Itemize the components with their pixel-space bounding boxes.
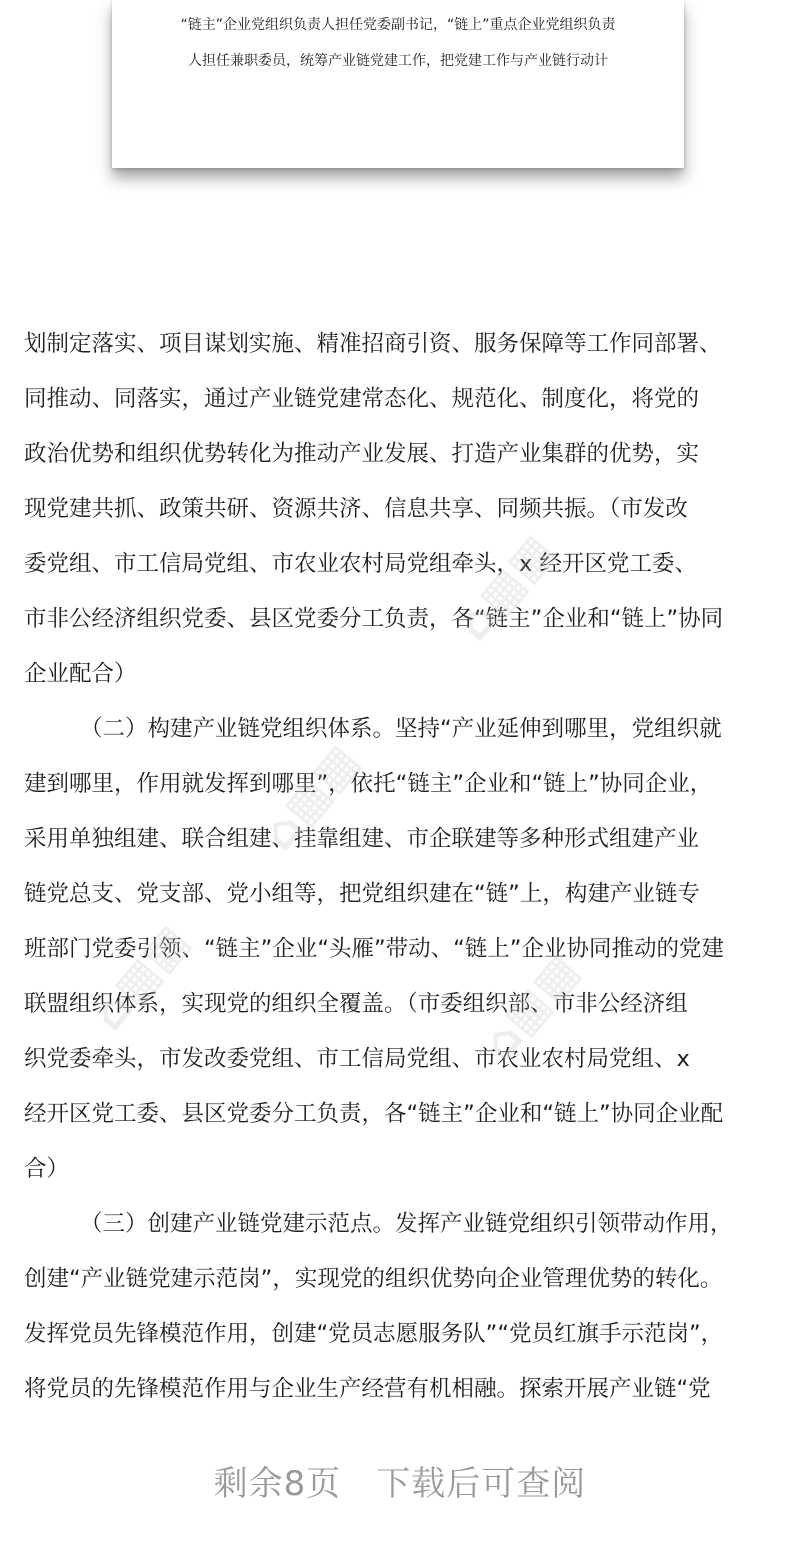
body-line: 发挥党员先锋模范作用，创建“党员志愿服务队”“党员红旗手示范岗”， — [24, 1321, 724, 1347]
body-line: 班部门党委引领、“链主”企业“头雁”带动、“链上”企业协同推动的党建 — [24, 936, 724, 962]
section-heading-line: （三）创建产业链党建示范点。发挥产业链党组织引领带动作用， — [80, 1211, 733, 1237]
preview-line-2: 人担任兼职委员，统筹产业链党建工作，把党建工作与产业链行动计 — [188, 53, 608, 69]
body-line: 联盟组织体系，实现党的组织全覆盖。（市委组织部、市非公经济组 — [24, 991, 688, 1017]
body-line: 委党组、市工信局党组、市农业农村局党组牵头，x 经开区党工委、 — [24, 551, 697, 577]
body-line: 织党委牵头，市发改委党组、市工信局党组、市农业农村局党组、x — [24, 1046, 690, 1072]
body-line: 同推动、同落实，通过产业链党建常态化、规范化、制度化，将党的 — [24, 386, 700, 412]
body-line: 创建“产业链党建示范岗”，实现党的组织优势向企业管理优势的转化。 — [24, 1266, 723, 1292]
body-line: 企业配合） — [24, 661, 137, 687]
section-heading-line: （二）构建产业链党组织体系。坚持“产业延伸到哪里，党组织就 — [80, 716, 722, 742]
body-line: 采用单独组建、联合组建、挂靠组建、市企联建等多种形式组建产业 — [24, 826, 700, 852]
body-line: 经开区党工委、县区党委分工负责，各“链主”企业和“链上”协同企业配 — [24, 1101, 724, 1127]
body-line: 市非公经济组织党委、县区党委分工负责，各“链主”企业和“链上”协同 — [24, 606, 724, 632]
body-line: 链党总支、党支部、党小组等，把党组织建在“链”上，构建产业链专 — [24, 881, 700, 907]
document-body — [24, 326, 784, 1426]
preview-line-1: “链主”企业党组织负责人担任党委副书记，“链上”重点企业党组织负责 — [180, 17, 616, 33]
download-to-view-notice[interactable]: 剩余8页 下载后可查阅 — [213, 1464, 587, 1504]
body-line: 将党员的先锋模范作用与企业生产经营有机相融。探索开展产业链“党 — [24, 1376, 711, 1402]
body-line: 政治优势和组织优势转化为推动产业发展、打造产业集群的优势，实 — [24, 441, 700, 467]
body-line: 合） — [24, 1156, 70, 1182]
preview-page-card — [112, 0, 684, 168]
watermark: ⌂▦▦ — [445, 523, 565, 651]
watermark: ⌂▦▦ — [80, 913, 200, 1041]
watermark: ⌂▦▦ — [470, 943, 590, 1071]
body-line: 建到哪里，作用就发挥到哪里”，依托“链主”企业和“链上”协同企业， — [24, 771, 713, 797]
watermark: ⌂▦▦ — [250, 733, 370, 861]
body-line: 划制定落实、项目谋划实施、精准招商引资、服务保障等工作同部署、 — [24, 331, 722, 357]
body-line: 现党建共抓、政策共研、资源共济、信息共享、同频共振。（市发改 — [24, 496, 688, 522]
